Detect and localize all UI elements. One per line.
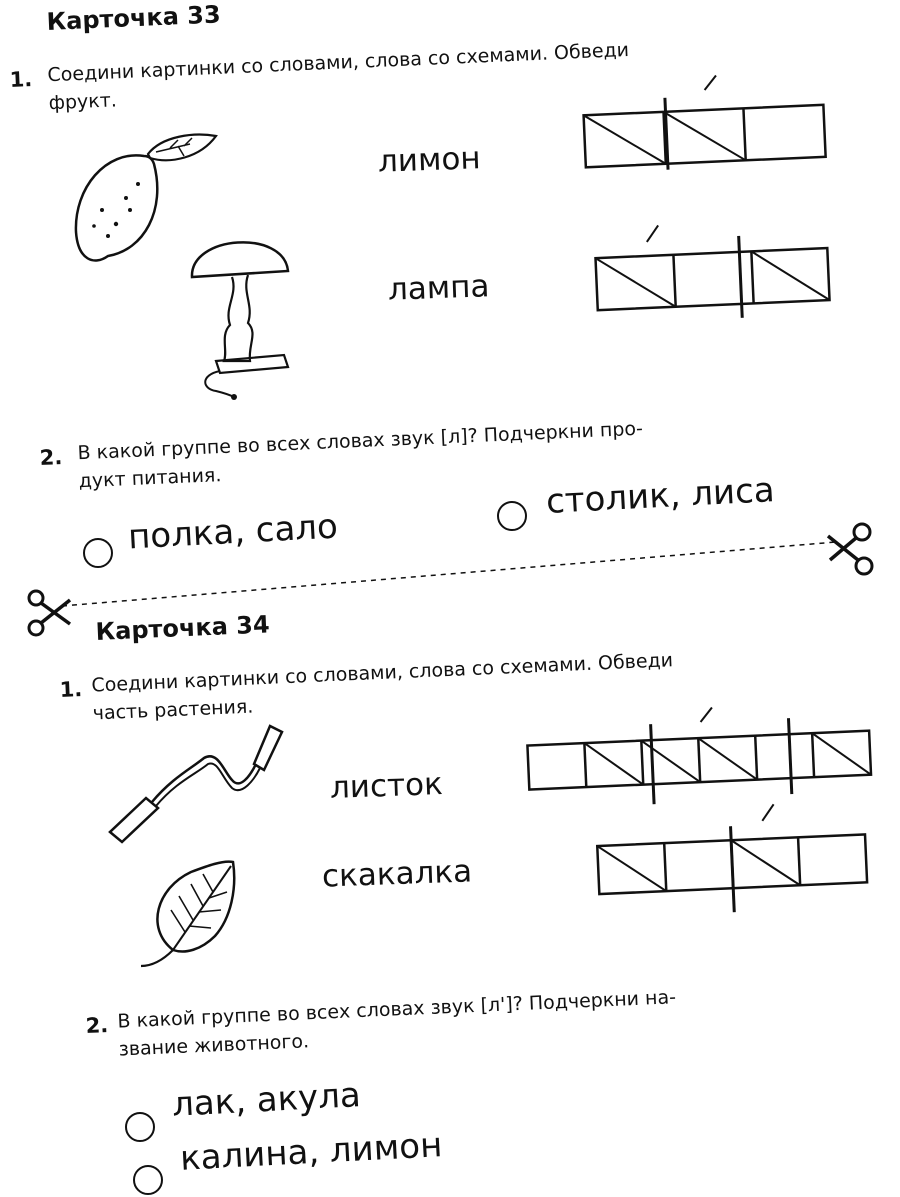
option-radio[interactable] — [133, 1165, 163, 1195]
task-text-line2: часть растения. — [92, 695, 254, 725]
option-label[interactable]: полка, сало — [127, 506, 339, 558]
leaf-icon — [135, 858, 245, 978]
task-text-line1: Соедини картинки со словами, слова со схемами. Обведи — [91, 649, 674, 697]
option-label[interactable]: калина, лимон — [179, 1125, 444, 1179]
scissors-icon — [26, 588, 76, 638]
task-number: 1. — [59, 676, 83, 702]
word-jump-rope[interactable]: скакалка — [321, 853, 473, 895]
task-number: 2. — [85, 1012, 109, 1038]
task-text-line2: фрукт. — [48, 89, 118, 115]
jump-rope-icon — [100, 720, 290, 850]
card-34-title: Карточка 34 — [95, 610, 271, 646]
task-text-line1: В какой группе во всех словах звук [л]? Подчеркни про- — [77, 417, 644, 465]
word-lemon[interactable]: лимон — [377, 140, 482, 180]
option-radio[interactable] — [125, 1112, 155, 1142]
task-number: 1. — [9, 66, 33, 92]
scissors-icon — [822, 520, 882, 580]
word-scheme-jump-rope[interactable] — [592, 800, 882, 920]
word-scheme-lamp[interactable] — [590, 215, 840, 320]
word-scheme-lemon[interactable] — [576, 72, 836, 172]
lamp-icon — [180, 225, 300, 405]
card-33-title: Карточка 33 — [46, 0, 222, 36]
task-text-line2: звание животного. — [118, 1030, 310, 1061]
task-number: 2. — [39, 444, 63, 470]
option-label[interactable]: лак, акула — [171, 1075, 362, 1125]
task-text-line1: В какой группе во всех словах звук [л']? Подчеркни на- — [117, 986, 677, 1033]
task-text-line1: Соедини картинки со словами, слова со схемами. Обведи — [47, 38, 630, 87]
option-label[interactable]: столик, лиса — [545, 470, 776, 522]
word-scheme-leaf[interactable] — [522, 700, 882, 810]
word-lamp[interactable]: лампа — [387, 268, 491, 308]
word-leaf[interactable]: листок — [329, 766, 444, 806]
task-text-line2: дукт питания. — [78, 464, 222, 493]
